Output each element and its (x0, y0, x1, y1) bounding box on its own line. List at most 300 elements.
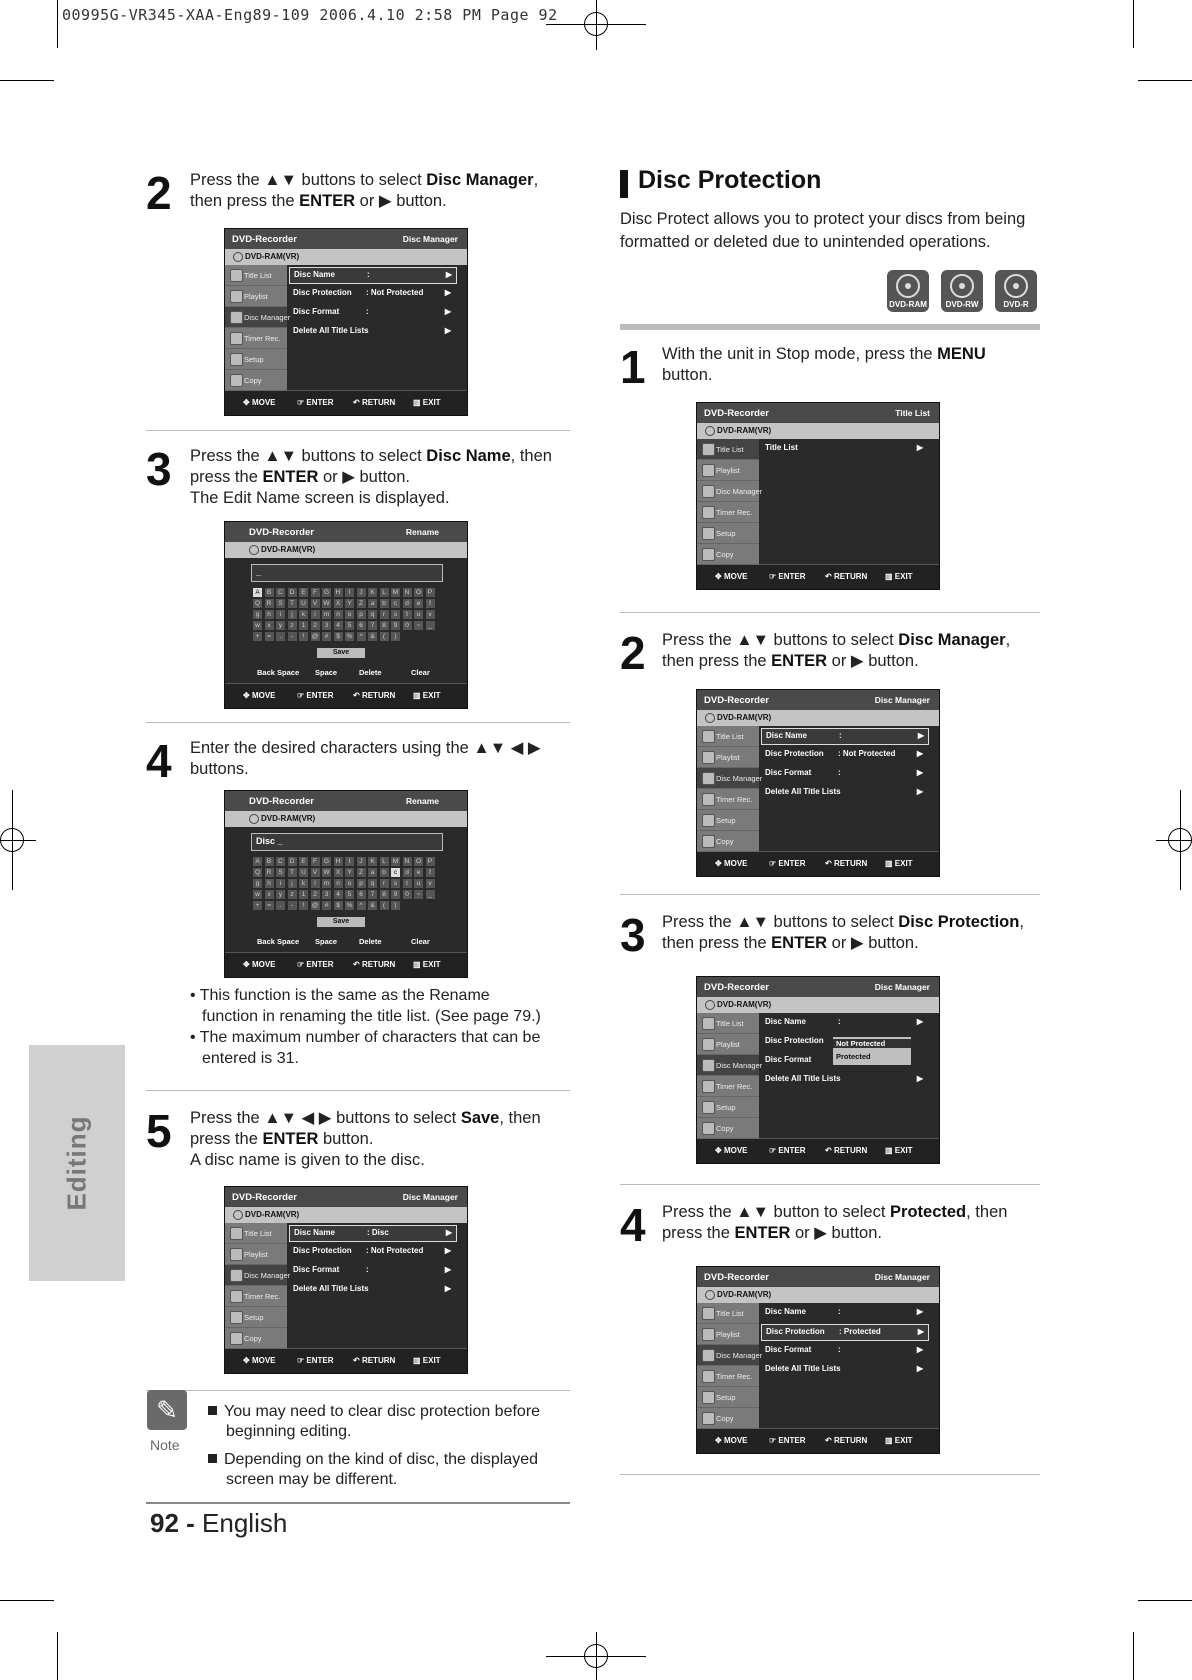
keyboard-key: ~ (414, 890, 423, 899)
keyboard-key: 3 (322, 621, 331, 630)
osd-row-delete-all-title-lists (289, 1282, 455, 1297)
osd-side-menu (697, 726, 763, 852)
menu-item-icon (230, 332, 243, 345)
keyboard-key: p (357, 610, 366, 619)
arrow-right-icon: ▶ (445, 1228, 452, 1237)
osd-menu-label: Title List (716, 445, 744, 454)
osd-row-disc-name (289, 267, 457, 284)
keyboard-key: x (265, 890, 274, 899)
menu-item-icon (702, 464, 715, 477)
osd-disc-bar (697, 1287, 939, 1303)
osd-exit-hint (885, 1146, 913, 1155)
arrow-right-icon: ▶ (444, 1265, 451, 1274)
osd-header (225, 1187, 467, 1207)
osd-menu-label: Copy (716, 550, 734, 559)
osd-row-label: Disc Protection (293, 1246, 352, 1255)
osd-menu-label: Disc Manager (244, 313, 291, 322)
osd-enter-hint (297, 398, 334, 407)
keyboard-key: _ (426, 621, 435, 630)
osd-menu-label: Disc Manager (716, 487, 763, 496)
osd-menu-item-setup (225, 1307, 287, 1328)
move-icon: ✥ (715, 572, 724, 581)
keyboard-key: ) (391, 632, 400, 641)
enter-icon: ☞ (769, 859, 779, 868)
osd-disc-bar (225, 1207, 467, 1223)
keyboard-key: - (288, 632, 297, 641)
osd-brand: DVD-Recorder (232, 1192, 297, 1203)
osd-row-delete-all-title-lists (289, 324, 455, 339)
osd-hint-label: ENTER (778, 859, 806, 868)
section-rule (620, 324, 1040, 330)
exit-icon: ▥ (413, 691, 423, 700)
osd-menu-item-timer-rec (225, 1286, 287, 1307)
osd-enter-hint (297, 960, 334, 969)
disc-icon (705, 426, 715, 436)
keyboard-key: L (380, 857, 389, 866)
keyboard-key: 4 (334, 621, 343, 630)
osd-row-disc-protection (761, 747, 927, 762)
keyboard-key: a (368, 868, 377, 877)
keyboard-key: r (380, 879, 389, 888)
osd-return-hint (353, 1356, 395, 1365)
osd-disc-bar (225, 811, 467, 827)
osd-row-disc-format (289, 305, 455, 320)
keyboard-key: t (403, 610, 412, 619)
arrow-right-icon: ▶ (916, 749, 923, 758)
osd-screen-title: Disc Manager (402, 1192, 458, 1202)
menu-item-icon (702, 1391, 715, 1404)
osd-hint-label: ENTER (778, 1436, 806, 1445)
keyboard-key: 6 (357, 890, 366, 899)
osd-menu-item-copy (225, 1328, 287, 1349)
osd-hint-label: MOVE (251, 960, 276, 969)
keyboard-key: R (265, 599, 274, 608)
menu-item-icon (230, 269, 243, 282)
keyboard-key: c (391, 868, 400, 877)
osd-return-hint (825, 1146, 867, 1155)
osd-disc-type: DVD-RAM(VR) (717, 1000, 772, 1009)
arrow-right-icon: ▶ (916, 1345, 923, 1354)
osd-menu-item-playlist (225, 1244, 287, 1265)
osd-enter-hint (769, 1436, 806, 1445)
keyboard-key: r (380, 610, 389, 619)
return-icon: ↶ (353, 1356, 362, 1365)
osd-menu-item-copy (225, 370, 287, 391)
menu-item-icon (230, 290, 243, 303)
menu-item-icon (702, 772, 715, 785)
keyboard-key: 0 (403, 621, 412, 630)
osd-hint-label: ENTER (778, 572, 806, 581)
keyboard-key: H (334, 588, 343, 597)
keyboard-key: # (322, 632, 331, 641)
keyboard-key: K (368, 588, 377, 597)
arrow-right-icon: ▶ (916, 1364, 923, 1373)
osd-menu-label: Playlist (716, 466, 740, 475)
keyboard-key: A (253, 857, 262, 866)
osd-hint-label: EXIT (422, 398, 441, 407)
osd-menu-label: Timer Rec. (244, 334, 281, 343)
dvd-rw-icon: DVD-RW (941, 270, 983, 312)
osd-disc-type: DVD-RAM(VR) (245, 252, 300, 261)
divider (146, 430, 570, 431)
menu-item-icon (230, 353, 243, 366)
keyboard-key: 8 (380, 890, 389, 899)
dvd-ram-icon: DVD-RAM (887, 270, 929, 312)
osd-rename-disc (224, 790, 468, 978)
osd-side-menu (697, 1303, 763, 1429)
osd-hint-label: EXIT (422, 1356, 441, 1365)
step-number: 3 (146, 443, 172, 495)
menu-item-icon (230, 374, 243, 387)
osd-menu-item-disc-manager (697, 1055, 763, 1076)
keyboard-key: 3 (322, 890, 331, 899)
osd-row-value: : Disc (367, 1228, 389, 1237)
osd-menu-item-title-list (697, 439, 759, 460)
osd-disc-bar (697, 710, 939, 726)
step-instruction: Enter the desired characters using the ▲▼ ◀ ▶ buttons. (190, 739, 541, 778)
key-space-hint: Space (315, 668, 338, 677)
keyboard-key: n (334, 879, 343, 888)
keyboard-key: j (288, 610, 297, 619)
osd-hint-label: RETURN (833, 1146, 868, 1155)
keyboard-key: 7 (368, 890, 377, 899)
step-number: 5 (146, 1105, 172, 1157)
enter-icon: ☞ (297, 398, 307, 407)
osd-hint-label: RETURN (361, 1356, 396, 1365)
keyboard-key: e (414, 599, 423, 608)
divider (620, 894, 1040, 895)
osd-menu-label: Timer Rec. (716, 1372, 753, 1381)
osd-hint-label: EXIT (422, 691, 441, 700)
divider (146, 1090, 570, 1091)
osd-menu-label: Disc Manager (244, 1271, 291, 1280)
osd-disc-bar (225, 249, 467, 265)
osd-disc-bar (697, 423, 939, 439)
osd-disc-manager-r2 (696, 689, 940, 877)
keyboard-key: z (288, 890, 297, 899)
osd-footer (697, 851, 939, 876)
osd-screen-title: Disc Manager (874, 695, 930, 705)
osd-menu-item-setup (697, 1387, 759, 1408)
key-back-space-hint: Back Space (257, 937, 300, 946)
keyboard-key: l (311, 610, 320, 619)
osd-row-delete-all-title-lists (761, 785, 927, 800)
move-icon: ✥ (715, 1146, 724, 1155)
keyboard-key: V (311, 868, 320, 877)
osd-menu-label: Timer Rec. (716, 795, 753, 804)
osd-brand: DVD-Recorder (704, 982, 769, 993)
step-instruction: With the unit in Stop mode, press the MENU button. (662, 345, 986, 384)
osd-menu-item-setup (697, 810, 759, 831)
keyboard-key: $ (334, 901, 343, 910)
osd-move-hint (243, 1356, 276, 1365)
disc-icon (233, 1210, 243, 1220)
osd-hint-label: EXIT (422, 960, 441, 969)
osd-menu-item-title-list (697, 1303, 759, 1324)
keyboard-key: 6 (357, 621, 366, 630)
osd-row-label: Delete All Title Lists (765, 1074, 841, 1083)
return-icon: ↶ (353, 960, 362, 969)
osd-menu-item-copy (697, 544, 759, 565)
keyboard-key: f (426, 868, 435, 877)
menu-item-icon (702, 1122, 715, 1135)
osd-menu-item-title-list (225, 1223, 287, 1244)
osd-disc-manager-named (224, 1186, 468, 1374)
menu-item-icon (230, 1269, 243, 1282)
osd-row-label: Delete All Title Lists (765, 1364, 841, 1373)
keyboard-key: G (323, 589, 330, 596)
osd-brand: DVD-Recorder (704, 408, 769, 419)
step-instruction: Press the ▲▼ ◀ ▶ buttons to select Save, then press the ENTER button. A disc name is given to the disc. (190, 1109, 541, 1169)
osd-menu-item-copy (697, 831, 759, 852)
step-instruction: Press the ▲▼ buttons to select Disc Manager, then press the ENTER or ▶ button. (662, 631, 1011, 670)
move-icon: ✥ (715, 859, 724, 868)
step-number: 4 (146, 735, 172, 787)
osd-rename-empty (224, 521, 468, 709)
keyboard-key: Z (357, 599, 366, 608)
osd-row-label: Disc Name (765, 1017, 806, 1026)
osd-return-hint (353, 691, 395, 700)
step-number: 2 (620, 627, 646, 679)
menu-item-icon (702, 1349, 715, 1362)
enter-icon: ☞ (769, 1146, 779, 1155)
rename-input-value: _ (256, 567, 262, 577)
menu-item-icon (230, 1227, 243, 1240)
arrow-right-icon: ▶ (916, 443, 923, 452)
keyboard-key: K (368, 857, 377, 866)
osd-hint-label: ENTER (306, 691, 334, 700)
keyboard-key: $ (334, 632, 343, 641)
osd-row-label: Disc Protection (766, 1327, 825, 1336)
osd-menu-label: Timer Rec. (716, 1082, 753, 1091)
osd-footer (697, 1428, 939, 1453)
osd-row-label: Delete All Title Lists (293, 1284, 369, 1293)
osd-row-value: : (838, 768, 841, 777)
keyboard-key: U (299, 868, 308, 877)
osd-menu-label: Timer Rec. (244, 1292, 281, 1301)
osd-menu-item-timer-rec (225, 328, 287, 349)
keyboard-key: X (334, 868, 343, 877)
osd-disc-type: DVD-RAM(VR) (717, 713, 772, 722)
keyboard-key: 2 (311, 621, 320, 630)
keyboard-key: j (288, 879, 297, 888)
divider (620, 612, 1040, 613)
keyboard-key: T (288, 599, 297, 608)
osd-menu-label: Title List (244, 1229, 272, 1238)
osd-hint-label: ENTER (306, 960, 334, 969)
osd-screen-title: Disc Manager (874, 1272, 930, 1282)
keyboard-key: ) (391, 901, 400, 910)
arrow-right-icon: ▶ (444, 307, 451, 316)
osd-menu-label: Disc Manager (716, 774, 763, 783)
osd-row-disc-protection (289, 286, 455, 301)
menu-item-icon (702, 814, 715, 827)
keyboard-key: U (299, 599, 308, 608)
keyboard-key: D (288, 857, 297, 866)
osd-header (697, 977, 939, 997)
keyboard-key: 9 (391, 621, 400, 630)
osd-hint-label: MOVE (723, 572, 748, 581)
keyboard-key: d (403, 599, 412, 608)
menu-item-icon (702, 793, 715, 806)
osd-row-label: Delete All Title Lists (765, 787, 841, 796)
keyboard-key: x (265, 621, 274, 630)
keyboard-key: m (323, 611, 330, 618)
osd-side-menu (225, 1223, 291, 1349)
osd-header (225, 229, 467, 249)
osd-brand: DVD-Recorder (704, 695, 769, 706)
keyboard-key: q (368, 610, 377, 619)
osd-hint-label: MOVE (251, 1356, 276, 1365)
osd-side-menu (697, 439, 763, 565)
save-button: Save (317, 917, 365, 927)
osd-row-label: Disc Name (765, 1307, 806, 1316)
step-instruction: Press the ▲▼ button to select Protected, then press the ENTER or ▶ button. (662, 1203, 1008, 1242)
keyboard-key: 2 (311, 890, 320, 899)
osd-disc-manager-protected (696, 1266, 940, 1454)
enter-icon: ☞ (297, 691, 307, 700)
osd-menu-label: Playlist (716, 1040, 740, 1049)
osd-menu-item-timer-rec (697, 502, 759, 523)
keyboard-key: 1 (299, 621, 308, 630)
keyboard-key: M (392, 858, 399, 865)
keyboard-key: l (311, 879, 320, 888)
osd-menu-label: Playlist (716, 753, 740, 762)
osd-disc-type: DVD-RAM(VR) (717, 1290, 772, 1299)
osd-return-hint (353, 960, 395, 969)
osd-menu-label: Setup (716, 816, 736, 825)
osd-move-hint (715, 1436, 748, 1445)
keyboard-key: ^ (357, 632, 366, 641)
keyboard-key: ! (299, 632, 308, 641)
osd-footer (225, 1348, 467, 1373)
arrow-right-icon: ▶ (917, 1327, 924, 1336)
osd-row-value: : Protected (839, 1327, 881, 1336)
print-header: 00995G-VR345-XAA-Eng89-109 2006.4.10 2:58 PM Page 92 (62, 6, 558, 24)
osd-enter-hint (769, 1146, 806, 1155)
bullet-notes: • This function is the same as the Rename function in renaming the title list. (See page 79.) • The maximum number of characters that can be entered is 31. (190, 987, 541, 1067)
osd-move-hint (243, 960, 276, 969)
keyboard-key: C (276, 857, 285, 866)
osd-row-value: : (366, 1265, 369, 1274)
move-icon: ✥ (243, 691, 252, 700)
arrow-right-icon: ▶ (444, 288, 451, 297)
osd-exit-hint (413, 691, 441, 700)
keyboard-key: M (392, 589, 399, 596)
keyboard-key: O (415, 858, 422, 865)
osd-row-label: Disc Format (765, 768, 812, 777)
osd-row-title-list (761, 441, 927, 456)
keyboard-key: # (322, 901, 331, 910)
move-icon: ✥ (243, 960, 252, 969)
osd-hint-label: ENTER (306, 1356, 334, 1365)
keyboard-key: & (368, 632, 377, 641)
keyboard-key: D (288, 588, 297, 597)
rename-input-value: Disc _ (256, 836, 283, 846)
keyboard-key: P (426, 588, 435, 597)
osd-row-value: : (838, 1307, 841, 1316)
keyboard-key: i (276, 610, 285, 619)
save-button: Save (317, 648, 365, 658)
osd-disc-type: DVD-RAM(VR) (245, 1210, 300, 1219)
arrow-right-icon: ▶ (916, 1307, 923, 1316)
osd-row-value: : Not Protected (366, 288, 424, 297)
step-instruction: Press the ▲▼ buttons to select Disc Manager, then press the ENTER or ▶ button. (190, 171, 539, 210)
osd-hint-label: MOVE (723, 859, 748, 868)
keyboard-key: 1 (299, 890, 308, 899)
arrow-right-icon: ▶ (444, 326, 451, 335)
keyboard-key: u (414, 610, 423, 619)
key-space-hint: Space (315, 937, 338, 946)
keyboard-key: 8 (380, 621, 389, 630)
osd-footer (697, 564, 939, 589)
osd-exit-hint (413, 398, 441, 407)
osd-disc-bar (225, 542, 467, 558)
divider (620, 1184, 1040, 1185)
keyboard-key: Y (345, 868, 354, 877)
osd-menu-item-setup (697, 1097, 759, 1118)
osd-screen-title: Rename (405, 527, 439, 537)
keyboard-key: ^ (357, 901, 366, 910)
keyboard-key: b (380, 599, 389, 608)
keyboard-key: N (403, 857, 412, 866)
osd-brand: DVD-Recorder (232, 234, 297, 245)
keyboard-key: w (253, 890, 262, 899)
keyboard-key: ( (380, 632, 389, 641)
return-icon: ↶ (825, 1436, 834, 1445)
osd-exit-hint (885, 572, 913, 581)
dvd-r-icon: DVD-R (995, 270, 1037, 312)
rename-input (251, 564, 443, 582)
osd-hint-label: EXIT (894, 1146, 913, 1155)
keyboard-key: F (311, 588, 320, 597)
osd-header (225, 791, 467, 811)
keyboard-key: Q (254, 869, 261, 876)
keyboard-key: g (253, 610, 262, 619)
osd-title-list (696, 402, 940, 590)
keyboard-key: S (276, 599, 285, 608)
keyboard-key: ( (380, 901, 389, 910)
exit-icon: ▥ (413, 1356, 423, 1365)
divider (620, 1474, 1040, 1475)
osd-menu-item-copy (697, 1118, 759, 1139)
keyboard-key: A (253, 588, 262, 597)
keyboard-key: . (276, 901, 285, 910)
osd-menu-item-timer-rec (697, 789, 759, 810)
keyboard-key: v (426, 610, 435, 619)
keyboard-key: y (276, 621, 285, 630)
disc-icon (705, 1000, 715, 1010)
osd-move-hint (243, 691, 276, 700)
osd-menu-item-timer-rec (697, 1366, 759, 1387)
menu-item-icon (702, 548, 715, 561)
exit-icon: ▥ (413, 398, 423, 407)
keyboard-key: = (265, 632, 274, 641)
osd-menu-label: Disc Manager (716, 1351, 763, 1360)
exit-icon: ▥ (885, 859, 895, 868)
keyboard-key: g (253, 879, 262, 888)
menu-item-icon (702, 1307, 715, 1320)
osd-exit-hint (413, 1356, 441, 1365)
osd-disc-type: DVD-RAM(VR) (261, 545, 316, 554)
osd-row-disc-protection (761, 1324, 929, 1341)
osd-return-hint (825, 572, 867, 581)
step-number: 3 (620, 909, 646, 961)
keyboard-key: J (357, 857, 366, 866)
note-item: Depending on the kind of disc, the displayed screen may be different. (208, 1450, 538, 1490)
key-delete-hint: Delete (359, 668, 382, 677)
keyboard-key: i (276, 879, 285, 888)
